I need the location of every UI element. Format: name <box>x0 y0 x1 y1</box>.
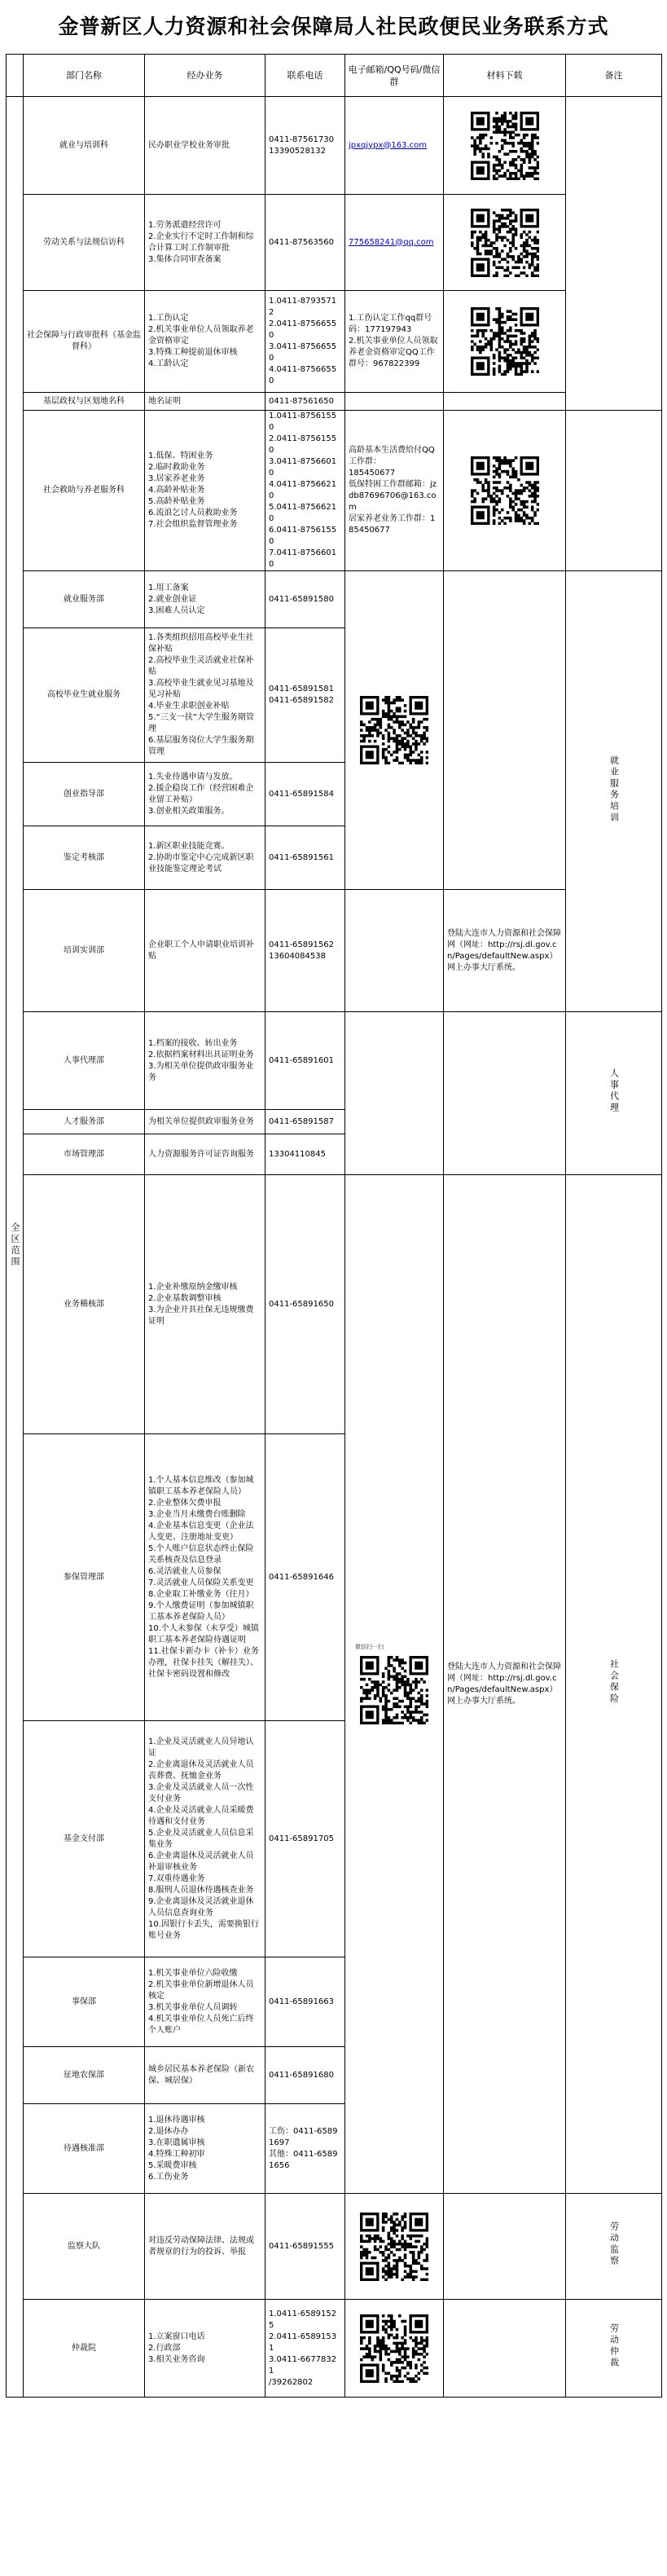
note-employment: 就业服务培训 <box>566 571 662 1012</box>
qr-code-icon <box>360 2314 428 2383</box>
cell-line: 5.0411-87566210 <box>269 503 337 523</box>
qr-code-icon <box>360 2213 428 2281</box>
note-cell <box>566 411 662 571</box>
cell-line: 5.企业及灵活就业人员信息采集业务 <box>148 1828 254 1849</box>
phone-cell <box>265 195 345 291</box>
qr-code-icon <box>360 1656 428 1724</box>
dept-cell: 仲裁院 <box>24 2300 145 2398</box>
dept-cell: 高校毕业生就业服务 <box>24 628 145 763</box>
cell-line: 2.企业离退休及灵活就业人员丧葬费、抚恤金业务 <box>148 1759 254 1781</box>
cell-line: 1.新区职业技能竞赛。 <box>148 841 230 851</box>
cell-line: 2.机关事业单位人员领取养老金资格审定QQ工作群号：967822399 <box>349 337 438 368</box>
biz-cell <box>145 1957 265 2047</box>
table-row <box>7 2300 662 2398</box>
cell-line: 4.机关事业单位人员死亡后终个人账户 <box>148 2014 254 2035</box>
biz-cell <box>145 291 265 393</box>
phone-cell <box>265 826 345 890</box>
email-cell <box>345 291 444 393</box>
cell-line: 9.企业离退休及灵活就业退休人员信息查询业务 <box>148 1896 254 1918</box>
cell-line: 1.企业及灵活就业人员异地认证 <box>148 1737 254 1758</box>
material-cell <box>444 97 566 195</box>
material-cell <box>444 291 566 393</box>
phone-cell <box>265 1110 345 1134</box>
cell-line: 8.企业取工补缴业务（往月） <box>148 1589 254 1599</box>
biz-cell <box>145 628 265 763</box>
cell-line: 1.企业补缴原纳金缴审核 <box>148 1282 238 1292</box>
cell-line: 3.集体合同审查备案 <box>148 254 222 264</box>
cell-line: 5.个人账户信息状态终止保险关系核查及信息登录 <box>148 1543 254 1565</box>
phone-cell <box>265 890 345 1012</box>
cell-line: 13604084538 <box>269 951 326 961</box>
dept-cell: 劳动关系与法规信访科 <box>24 195 145 291</box>
cell-line: 2.行政部 <box>148 2343 181 2353</box>
cell-line: 6.灵活就业人员参保 <box>148 1566 222 1576</box>
cell-line: 3.为企业开具社保无违规缴费证明 <box>148 1305 254 1326</box>
qr-code-icon <box>471 456 539 525</box>
cell-line: 0411-65891581 <box>269 685 334 694</box>
dept-cell: 人才服务部 <box>24 1110 145 1134</box>
cell-line: 居家养老业务工作群：185450677 <box>349 514 436 535</box>
cell-line: 2.企业整体欠费申报 <box>148 1498 222 1508</box>
cell-line: 0411-65891680 <box>269 2070 334 2080</box>
cell-line: 1.0411-65891525 <box>269 2309 337 2330</box>
cell-line: 民办职业学校业务审批 <box>148 140 230 150</box>
table-row <box>7 393 662 411</box>
email-cell <box>345 411 444 571</box>
cell-line: 2.企业基数调整审核 <box>148 1293 222 1303</box>
cell-line: 6.工伤业务 <box>148 2172 189 2182</box>
dept-cell: 鉴定考核部 <box>24 826 145 890</box>
biz-cell <box>145 571 265 628</box>
phone-cell <box>265 1134 345 1175</box>
header-note: 备注 <box>566 55 662 97</box>
cell-line: 工伤：0411-65891697 <box>269 2126 338 2147</box>
material-cell: 登陆大连市人力资源和社会保障网（网址：http://rsj.dl.gov.cn/Pages/defaultNew.aspx）网上办事大厅系统。 <box>444 890 566 1012</box>
cell-line: 3.特殊工种提前退休审核 <box>148 348 238 357</box>
header-email: 电子邮箱/QQ号码/微信群 <box>345 55 444 97</box>
phone-cell <box>265 763 345 826</box>
header-phone: 联系电话 <box>265 55 345 97</box>
cell-line: 1.劳务派遣经营许可 <box>148 220 222 230</box>
cell-line: 1.档案的接收、转出业务 <box>148 1038 238 1048</box>
cell-line: 高龄基本生活费给付QQ工作群： <box>349 446 435 466</box>
contact-table <box>6 54 662 2398</box>
email-cell[interactable] <box>345 195 444 291</box>
cell-line: 4.企业基本信息变更（企业法人变更、注册地址变更） <box>148 1521 254 1542</box>
table-row <box>7 411 662 571</box>
email-cell <box>345 2194 444 2300</box>
cell-line: 0411-65891705 <box>269 1834 334 1843</box>
cell-line: 0411-65891582 <box>269 696 334 705</box>
email-cell <box>345 393 444 411</box>
email-cell <box>345 1012 444 1175</box>
cell-line: 低保特困工作群邮箱：jzdb87696706@163.com <box>349 480 437 512</box>
biz-cell <box>145 1012 265 1110</box>
cell-line: 2.0411-65891531 <box>269 2332 337 2353</box>
cell-line: 6.企业离退休及灵活就业人员补退审核业务 <box>148 1851 254 1872</box>
cell-line: 为相关单位提供政审服务业务 <box>148 1116 254 1126</box>
phone-cell <box>265 393 345 411</box>
material-cell <box>444 195 566 291</box>
email-cell <box>345 1175 444 2194</box>
cell-line: 0411-87563560 <box>269 237 334 247</box>
cell-line: 3.企业及灵活就业人员一次性支付业务 <box>148 1782 254 1803</box>
cell-line: 企业职工个人申请职业培训补贴 <box>148 940 254 961</box>
cell-line: 6.0411-87561550 <box>269 526 337 546</box>
cell-line: 4.工龄认定 <box>148 359 189 368</box>
cell-line: 3.0411-87566010 <box>269 457 337 478</box>
cell-line: 1.用工备案 <box>148 583 189 592</box>
cell-line: 7.社会组织监督管理业务 <box>148 520 238 529</box>
qr-code-icon <box>360 696 428 764</box>
cell-line: 1.失业待遇申请与发放。 <box>148 772 238 782</box>
cell-line: 4.企业及灵活就业人员采暖费待遇和支付业务 <box>148 1805 254 1826</box>
cell-line: 10.个人未参保（未享受）城镇职工基本养老保险待遇证明 <box>148 1623 259 1645</box>
cell-line: 1.工伤认定工作qq群号码：177197943 <box>349 314 432 334</box>
dept-cell: 事保部 <box>24 1957 145 2047</box>
cell-line: 4.高龄补贴业务 <box>148 486 205 495</box>
cell-line: 2.0411-87566550 <box>269 319 337 340</box>
dept-cell: 就业服务部 <box>24 571 145 628</box>
cell-line: 0411-65891587 <box>269 1116 334 1126</box>
cell-line: 9.个人缴费证明（参加城镇职工基本养老保险人员） <box>148 1601 254 1622</box>
table-row <box>7 1012 662 1110</box>
cell-line: 0411-65891650 <box>269 1299 334 1309</box>
cell-line: 0411-87561730 <box>269 134 334 144</box>
dept-cell: 参保管理部 <box>24 1434 145 1721</box>
header-material: 材料下载 <box>444 55 566 97</box>
note-social-insurance: 社会保险 <box>566 1175 662 2194</box>
biz-cell <box>145 1721 265 1957</box>
cell-line: 1.低保、特困业务 <box>148 451 213 460</box>
material-cell <box>444 1012 566 1175</box>
cell-line: 其他：0411-65891656 <box>269 2149 338 2170</box>
biz-cell <box>145 763 265 826</box>
cell-line: 4.毕业生求职创业补贴 <box>148 702 230 711</box>
material-cell: 登陆大连市人力资源和社会保障网（网址：http://rsj.dl.gov.cn/Pages/defaultNew.aspx）网上办事大厅系统。 <box>444 1175 566 2194</box>
cell-line: 5.采暖费审核 <box>148 2160 197 2170</box>
cell-line: 2.协助市鉴定中心完成新区职业技能鉴定理论考试 <box>148 852 254 874</box>
note-labor-supervision: 劳动监察 <box>566 2194 662 2300</box>
biz-cell <box>145 1110 265 1134</box>
table-row <box>7 571 662 628</box>
dept-cell: 业务稽核部 <box>24 1175 145 1434</box>
cell-line: /39262802 <box>269 2377 314 2387</box>
qr-code-icon <box>471 307 539 376</box>
note-personnel: 人事代理 <box>566 1012 662 1175</box>
cell-line: 3.困难人员认定 <box>148 605 205 615</box>
table-row <box>7 2194 662 2300</box>
cell-line: 0411-65891562 <box>269 940 334 949</box>
biz-cell <box>145 97 265 195</box>
wechat-tag: 微信扫一扫 <box>355 1643 384 1650</box>
cell-line: 7.0411-87566010 <box>269 548 337 569</box>
cell-line: 对违反劳动保障法律、法规或者规章的行为的投诉、举报 <box>148 2235 254 2257</box>
cell-line: 10.因银行卡丢失，需要换银行账号业务 <box>148 1919 259 1940</box>
material-cell <box>444 2194 566 2300</box>
phone-cell <box>265 1175 345 1434</box>
table-row <box>7 1175 662 1434</box>
phone-cell <box>265 2194 345 2300</box>
cell-line: 2.高校毕业生灵活就业社保补贴 <box>148 656 254 676</box>
email-cell <box>345 571 444 890</box>
biz-cell <box>145 826 265 890</box>
cell-line: 7.灵活就业人员保险关系变更 <box>148 1578 254 1587</box>
cell-line: 3.在职遗属审核 <box>148 2138 205 2147</box>
phone-cell <box>265 1721 345 1957</box>
cell-line: 1.各类组织招用高校毕业生社保补贴 <box>148 633 254 654</box>
cell-line: 6.基层服务岗位大学生服务期管理 <box>148 736 254 756</box>
qr-code-icon <box>471 209 539 277</box>
phone-cell <box>265 411 345 571</box>
biz-cell <box>145 1434 265 1721</box>
cell-line: 2.0411-87561550 <box>269 434 337 455</box>
phone-cell <box>265 2104 345 2194</box>
dept-cell: 监察大队 <box>24 2194 145 2300</box>
header-biz: 经办业务 <box>145 55 265 97</box>
cell-line: 3.0411-66778321 <box>269 2354 337 2376</box>
cell-line: 0411-65891555 <box>269 2241 334 2251</box>
cell-line: 地名证明 <box>148 396 181 406</box>
dept-cell: 基金支付部 <box>24 1721 145 1957</box>
header-row <box>7 55 662 97</box>
cell-line: 1.立案窗口电话 <box>148 2332 205 2341</box>
header-scope <box>7 55 24 97</box>
dept-cell: 创业指导部 <box>24 763 145 826</box>
cell-line: 1.0411-87561550 <box>269 412 337 432</box>
biz-cell <box>145 1175 265 1434</box>
email-cell[interactable] <box>345 97 444 195</box>
cell-line: 3.为相关单位提供政审服务业务 <box>148 1061 254 1082</box>
material-cell <box>444 411 566 571</box>
cell-line: 0411-65891584 <box>269 789 334 799</box>
cell-line: 6.流浪乞讨人员救助业务 <box>148 509 238 517</box>
cell-line: 11.社保卡新办卡（补卡）业务办理，社保卡挂失（解挂失）、社保卡密码设置和修改 <box>148 1646 259 1679</box>
cell-line: 2.机关事业单位人员领取养老金资格审定 <box>148 325 254 346</box>
biz-cell <box>145 2104 265 2194</box>
table-row <box>7 97 662 195</box>
cell-line: 1.机关事业单位六险收缴 <box>148 1968 238 1978</box>
cell-line: 1.0411-87935712 <box>269 297 337 317</box>
dept-cell: 培训实训部 <box>24 890 145 1012</box>
header-dept: 部门名称 <box>24 55 145 97</box>
cell-line: 3.高校毕业生就业见习基地及见习补贴 <box>148 679 254 699</box>
table-row <box>7 291 662 393</box>
cell-line: 8.服刑人员退休待遇核查业务 <box>148 1885 254 1895</box>
dept-cell: 人事代理部 <box>24 1012 145 1110</box>
cell-line: 2.援企稳岗工作（经营困难企业留工补贴） <box>148 783 254 804</box>
dept-cell: 社会保障与行政审批科（基金监督科） <box>24 291 145 393</box>
biz-cell <box>145 1134 265 1175</box>
table-row <box>7 195 662 291</box>
phone-cell <box>265 2300 345 2398</box>
biz-cell <box>145 890 265 1012</box>
cell-line: 13304110845 <box>269 1149 326 1159</box>
dept-cell: 待遇核准部 <box>24 2104 145 2194</box>
phone-cell <box>265 97 345 195</box>
biz-cell <box>145 411 265 571</box>
cell-line: 城乡居民基本养老保险（新农保、城居保） <box>148 2064 254 2085</box>
cell-line: 1.个人基本信息维改（参加城镇职工基本养老保险人员） <box>148 1475 254 1496</box>
cell-line: 0411-65891561 <box>269 852 334 862</box>
phone-cell <box>265 2047 345 2104</box>
dept-cell: 基层政权与区划地名科 <box>24 393 145 411</box>
biz-cell <box>145 2194 265 2300</box>
cell-line: 3.创业相关政策服务。 <box>148 806 230 816</box>
cell-line: 5.“三支一扶”大学生服务期管理 <box>148 713 254 733</box>
cell-line: 2.退休办办 <box>148 2126 189 2136</box>
cell-line: 0411-87561650 <box>269 396 334 406</box>
email-link[interactable]: jpxqjypx@163.com <box>349 140 427 150</box>
cell-line: 4.特殊工种初审 <box>148 2149 205 2159</box>
dept-cell: 市场管理部 <box>24 1134 145 1175</box>
cell-line: 5.高龄补贴业务 <box>148 497 205 506</box>
cell-line: 1.退休待遇审核 <box>148 2115 205 2125</box>
cell-line: 185450677 <box>349 469 396 478</box>
phone-cell <box>265 1012 345 1110</box>
material-cell <box>444 393 566 411</box>
email-cell <box>345 2300 444 2398</box>
cell-line: 3.企业当月未缴费台账删除 <box>148 1509 246 1519</box>
phone-cell <box>265 571 345 628</box>
page-title: 金普新区人力资源和社会保障局人社民政便民业务联系方式 <box>58 15 609 38</box>
phone-cell <box>265 628 345 763</box>
biz-cell <box>145 195 265 291</box>
cell-line: 人力资源服务许可证咨询服务 <box>148 1149 254 1159</box>
cell-line: 2.依据档案材料出具证明业务 <box>148 1050 254 1059</box>
biz-cell <box>145 393 265 411</box>
cell-line: 0411-65891601 <box>269 1055 334 1065</box>
material-cell <box>444 2300 566 2398</box>
cell-line: 2.机关事业单位新增退休人员核定 <box>148 1979 254 2001</box>
phone-cell <box>265 291 345 393</box>
note-arbitration: 劳动仲裁 <box>566 2300 662 2398</box>
cell-line: 3.机关事业单位人员调转 <box>148 2002 238 2012</box>
cell-line: 4.0411-87566210 <box>269 480 337 500</box>
dept-cell: 社会救助与养老服务科 <box>24 411 145 571</box>
table-row <box>7 890 662 1012</box>
cell-line: 7.双重待遇业务 <box>148 1874 205 1883</box>
qr-code-icon <box>471 112 539 180</box>
dept-cell: 征地农保部 <box>24 2047 145 2104</box>
email-link[interactable]: 775658241@qq.com <box>349 237 434 247</box>
material-cell <box>444 571 566 890</box>
scope-cell: 全区范围 <box>7 97 24 2398</box>
phone-cell <box>265 1957 345 2047</box>
cell-line: 0411-65891663 <box>269 1997 334 2006</box>
cell-line: 0411-65891580 <box>269 594 334 604</box>
note-cell <box>566 97 662 411</box>
email-cell <box>345 890 444 1012</box>
cell-line: 13390528132 <box>269 146 326 156</box>
cell-line: 2.就业创业证 <box>148 594 197 604</box>
cell-line: 1.工伤认定 <box>148 314 189 323</box>
dept-cell: 就业与培训科 <box>24 97 145 195</box>
cell-line: 3.相关业务咨询 <box>148 2354 205 2364</box>
cell-line: 3.居家养老业务 <box>148 474 205 483</box>
phone-cell <box>265 1434 345 1721</box>
biz-cell <box>145 2300 265 2398</box>
cell-line: 4.0411-87566550 <box>269 365 337 385</box>
cell-line: 3.0411-87566550 <box>269 342 337 363</box>
cell-line: 2.临时救助业务 <box>148 463 205 472</box>
cell-line: 2.企业实行不定时工作制和综合计算工时工作制审批 <box>148 231 254 253</box>
biz-cell <box>145 2047 265 2104</box>
cell-line: 0411-65891646 <box>269 1572 334 1582</box>
